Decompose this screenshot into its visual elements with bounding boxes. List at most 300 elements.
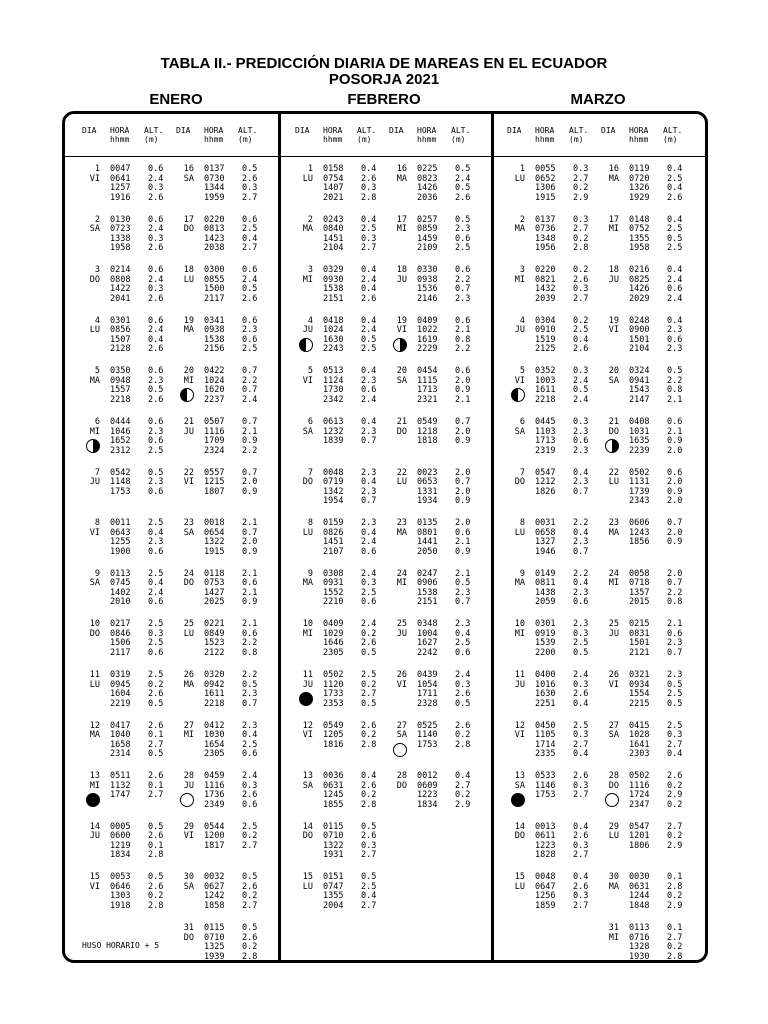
tide-height: 2.1 [242,587,258,598]
tide-time: 1255 [110,537,131,548]
tide-time: 0808 [110,274,131,285]
weekday: LU [302,173,313,184]
day-number: 23 [608,518,619,529]
tide-height: 2.4 [148,587,164,598]
tide-height: 0.6 [148,417,164,427]
weekday: VI [608,325,619,336]
tide-time: 1946 [535,546,556,557]
tide-height: 2.3 [242,689,258,699]
tide-height: 0.5 [455,578,471,589]
tide-height: 0.3 [148,284,164,295]
weekday: JU [89,831,100,842]
day-number: 5 [307,366,313,377]
tide-time: 0324 [629,366,650,377]
tide-height: 0.4 [573,527,589,538]
weekday: MA [89,375,100,386]
tide-time: 2349 [204,799,225,810]
tide-height: 0.6 [667,467,683,478]
tide-time: 0801 [417,527,438,538]
tide-height: 0.2 [242,942,258,952]
tide-height: 0.9 [455,436,471,446]
tide-time: 1257 [110,183,131,193]
tide-time: 0752 [629,224,650,235]
tide-time: 1709 [204,436,225,446]
tide-time: 0055 [535,164,556,174]
weekday: SA [183,173,194,184]
tide-time: 2219 [110,698,131,709]
weekday: JU [89,477,100,488]
tide-time: 1131 [629,477,650,488]
tide-height: 2.2 [455,344,471,355]
day-number: 2 [94,214,100,225]
tide-height: 0.4 [573,698,589,709]
header-alt: ALT. (m) [238,126,258,144]
tide-height: 0.7 [455,284,471,295]
tide-time: 1536 [417,284,438,295]
tide-height: 0.6 [242,578,258,589]
tide-height: 2.8 [361,739,377,750]
weekday: LU [89,325,100,336]
day-number: 4 [307,315,313,326]
tide-height: 0.2 [455,730,471,741]
tide-height: 2.5 [361,670,377,680]
weekday: SA [396,730,407,741]
tide-height: 2.0 [455,467,471,478]
tide-height: 0.4 [573,578,589,589]
weekday: MI [608,224,619,235]
tide-time: 1223 [417,790,438,801]
tide-time: 2147 [629,394,650,405]
tide-height: 0.4 [573,334,589,345]
tide-height: 0.6 [455,265,471,276]
tide-height: 0.3 [242,780,258,791]
day-number: 22 [396,467,407,478]
day-number: 14 [514,821,525,832]
tide-height: 0.7 [242,467,258,478]
weekday: MA [183,679,194,690]
tide-time: 1630 [535,689,556,699]
tide-height: 0.4 [573,749,589,760]
tide-height: 0.5 [455,698,471,709]
tide-time: 0257 [417,214,438,225]
weekday: SA [89,224,100,235]
tide-time: 1148 [110,477,131,488]
tide-height: 2.1 [455,394,471,405]
tide-time: 0415 [629,720,650,731]
tide-time: 0247 [417,568,438,579]
tide-height: 2.5 [148,518,164,529]
day-number: 6 [307,417,313,427]
tide-height: 0.1 [148,730,164,741]
tide-height: 0.5 [148,749,164,760]
tide-height: 0.7 [242,698,258,709]
tide-time: 2128 [110,344,131,355]
tide-time: 2117 [110,647,131,658]
tide-height: 2.0 [667,445,683,456]
tide-height: 0.4 [573,872,589,883]
header-dia: DIA [176,126,191,135]
tide-time: 0018 [204,518,225,529]
tide-height: 2.6 [148,344,164,355]
tide-time: 0300 [204,265,225,276]
day-number: 9 [94,568,100,579]
tide-time: 1219 [110,840,131,851]
tide-time: 0216 [629,265,650,276]
day-number: 6 [519,417,525,427]
tide-time: 0159 [323,518,344,529]
tide-height: 2.3 [148,537,164,548]
tide-time: 0217 [110,619,131,630]
weekday: DO [396,426,407,437]
tide-height: 0.5 [242,164,258,174]
tide-height: 2.3 [667,325,683,336]
tide-time: 1348 [535,233,556,244]
tide-height: 2.5 [455,638,471,649]
weekday: DO [183,932,194,943]
tide-height: 0.3 [361,840,377,851]
weekday: LU [183,274,194,285]
tide-time: 1115 [417,375,438,386]
tide-height: 0.6 [361,385,377,396]
weekday: MI [183,730,194,741]
tide-height: 2.6 [148,720,164,731]
tide-time: 2229 [417,344,438,355]
weekday: MA [396,173,407,184]
tide-height: 0.4 [667,183,683,193]
tide-height: 0.3 [573,284,589,295]
tide-height: 0.3 [573,214,589,225]
tide-time: 1939 [204,951,225,962]
tide-time: 2156 [204,344,225,355]
weekday: MA [514,224,525,235]
weekday: JU [514,325,525,336]
tide-height: 0.2 [667,942,683,952]
weekday: JU [396,628,407,639]
tide-height: 2.5 [148,445,164,456]
tide-height: 2.0 [242,477,258,488]
day-number: 22 [608,467,619,478]
tide-time: 0221 [204,619,225,630]
tide-time: 0753 [204,578,225,589]
tide-time: 1232 [323,426,344,437]
tide-height: 0.6 [148,647,164,658]
tide-height: 2.3 [361,375,377,386]
tide-height: 0.4 [361,315,377,326]
tide-time: 0444 [110,417,131,427]
tide-height: 2.6 [667,771,683,782]
tide-height: 2.8 [667,881,683,892]
tide-time: 0840 [323,224,344,235]
tide-time: 0115 [204,923,225,933]
tide-time: 0113 [629,923,650,933]
tide-time: 1931 [323,850,344,861]
tide-height: 2.3 [573,587,589,598]
tide-height: 2.7 [361,900,377,911]
tide-height: 0.9 [667,486,683,497]
tide-height: 2.4 [573,375,589,386]
tide-height: 2.5 [148,670,164,680]
tide-height: 0.5 [455,164,471,174]
tide-height: 0.2 [242,891,258,902]
tide-height: 0.5 [667,233,683,244]
tide-time: 0149 [535,568,556,579]
tide-time: 0547 [535,467,556,478]
tide-height: 0.2 [573,315,589,326]
tide-time: 1918 [110,900,131,911]
tide-time: 0627 [204,881,225,892]
day-number: 8 [307,518,313,529]
tide-height: 2.5 [242,224,258,235]
day-number: 10 [89,619,100,630]
tide-time: 0859 [417,224,438,235]
tide-height: 2.6 [242,293,258,304]
header-alt: ALT. (m) [144,126,164,144]
tide-height: 0.2 [148,891,164,902]
tide-height: 0.3 [148,183,164,193]
tide-time: 0941 [629,375,650,386]
tide-height: 0.2 [667,780,683,791]
tide-height: 0.4 [455,771,471,782]
day-number: 21 [608,417,619,427]
tide-time: 1355 [629,233,650,244]
tide-time: 2319 [535,445,556,456]
tide-height: 2.9 [455,799,471,810]
tide-height: 2.6 [667,192,683,203]
tide-time: 0330 [417,265,438,276]
tide-time: 2342 [323,394,344,405]
tide-height: 2.1 [667,426,683,437]
day-number: 16 [396,164,407,174]
weekday: SA [608,730,619,741]
tide-height: 0.3 [573,628,589,639]
weekday: LU [396,477,407,488]
moon-phase-icon [393,338,407,352]
tide-height: 0.1 [148,840,164,851]
weekday: MI [608,578,619,589]
tide-height: 0.6 [148,486,164,497]
tide-time: 1212 [535,477,556,488]
tide-height: 0.4 [361,164,377,174]
tide-time: 1507 [110,334,131,345]
tide-height: 0.9 [455,385,471,396]
day-number: 16 [183,164,194,174]
day-number: 3 [307,265,313,276]
tide-time: 0900 [629,325,650,336]
tide-time: 0931 [323,578,344,589]
tide-time: 1611 [204,689,225,699]
tide-time: 2303 [629,749,650,760]
tide-time: 1357 [629,587,650,598]
day-number: 26 [396,670,407,680]
tide-time: 1326 [629,183,650,193]
tide-time: 0647 [535,881,556,892]
tide-time: 0321 [629,670,650,680]
tide-time: 0533 [535,771,556,782]
day-number: 28 [183,771,194,782]
day-number: 20 [608,366,619,377]
tide-height: 2.6 [573,771,589,782]
tide-height: 2.1 [455,325,471,336]
tide-time: 0502 [323,670,344,680]
tide-height: 2.4 [667,293,683,304]
day-number: 9 [519,568,525,579]
tide-time: 1427 [204,587,225,598]
tide-height: 2.3 [242,325,258,336]
tide-time: 2200 [535,647,556,658]
tide-time: 1730 [323,385,344,396]
day-number: 6 [94,417,100,427]
tide-height: 0.5 [361,821,377,832]
tide-time: 2041 [110,293,131,304]
tide-height: 0.6 [242,799,258,810]
tide-time: 2038 [204,243,225,254]
weekday: MI [396,224,407,235]
weekday: MA [302,578,313,589]
tide-height: 2.2 [667,375,683,386]
tide-time: 1422 [110,284,131,295]
tide-height: 2.7 [667,932,683,943]
tide-height: 2.1 [667,394,683,405]
tide-time: 1856 [629,537,650,548]
weekday: MI [89,780,100,791]
tide-time: 0507 [204,417,225,427]
tide-height: 0.3 [148,233,164,244]
tide-time: 1322 [323,840,344,851]
tide-height: 0.2 [361,679,377,690]
tide-time: 1900 [110,546,131,557]
tide-time: 1834 [110,850,131,861]
tide-height: 2.3 [361,518,377,529]
tide-height: 2.7 [667,821,683,832]
tide-height: 0.7 [361,496,377,507]
tide-time: 1620 [204,385,225,396]
tide-time: 1342 [323,486,344,497]
tide-time: 1934 [417,496,438,507]
day-number: 24 [608,568,619,579]
tide-time: 2312 [110,445,131,456]
day-number: 15 [302,872,313,883]
tide-height: 2.3 [667,670,683,680]
tide-height: 0.8 [667,597,683,608]
tide-time: 2025 [204,597,225,608]
tide-time: 0646 [110,881,131,892]
tide-height: 0.6 [242,628,258,639]
tide-height: 0.6 [455,233,471,244]
tide-height: 2.5 [361,881,377,892]
tide-height: 0.9 [242,546,258,557]
tide-height: 2.4 [361,325,377,336]
weekday: VI [89,173,100,184]
tide-height: 2.4 [242,394,258,405]
tide-time: 1539 [535,638,556,649]
tide-time: 1858 [204,900,225,911]
tide-time: 2021 [323,192,344,203]
tide-time: 1432 [535,284,556,295]
tide-height: 2.9 [667,900,683,911]
tide-time: 2059 [535,597,556,608]
weekday: SA [89,578,100,589]
weekday: VI [183,477,194,488]
tide-height: 2.7 [242,900,258,911]
tide-time: 0654 [204,527,225,538]
tide-time: 0745 [110,578,131,589]
tide-height: 2.5 [573,325,589,336]
tide-height: 2.3 [455,293,471,304]
tide-height: 2.3 [361,486,377,497]
weekday: SA [608,375,619,386]
tide-height: 0.2 [361,790,377,801]
tide-time: 2218 [204,698,225,709]
tide-time: 1325 [204,942,225,952]
header-hora: HORA hhmm [204,126,224,144]
month-label-febrero: FEBRERO [347,91,421,108]
tide-height: 0.4 [148,527,164,538]
tide-time: 0417 [110,720,131,731]
tide-time: 1426 [417,183,438,193]
month-label-enero: ENERO [149,91,203,108]
day-number: 10 [302,619,313,630]
tide-height: 0.7 [242,366,258,377]
tide-height: 0.4 [242,233,258,244]
tide-time: 0658 [535,527,556,538]
tide-height: 0.7 [455,597,471,608]
tide-time: 1441 [417,537,438,548]
tide-time: 1711 [417,689,438,699]
tide-height: 2.6 [148,771,164,782]
tide-height: 0.3 [573,366,589,377]
weekday: MA [608,173,619,184]
tide-height: 2.1 [242,426,258,437]
tide-height: 2.4 [667,274,683,285]
tide-height: 0.3 [242,183,258,193]
tide-height: 2.3 [573,426,589,437]
tide-time: 1817 [204,840,225,851]
tide-time: 0220 [204,214,225,225]
tide-height: 2.7 [573,850,589,861]
weekday: JU [183,780,194,791]
tide-time: 0513 [323,366,344,377]
weekday: LU [89,679,100,690]
tide-time: 0454 [417,366,438,377]
tide-height: 2.0 [455,375,471,386]
header-dia: DIA [507,126,522,135]
tide-height: 2.5 [242,739,258,750]
tide-time: 0855 [204,274,225,285]
tide-time: 1714 [535,739,556,750]
tide-time: 1930 [629,951,650,962]
day-number: 14 [89,821,100,832]
weekday: LU [608,831,619,842]
tide-height: 0.6 [148,436,164,446]
tide-time: 1739 [629,486,650,497]
tide-height: 2.5 [667,243,683,254]
time-zone-note: HUSO HORARIO + 5 [82,941,160,950]
tide-time: 0409 [323,619,344,630]
tide-time: 1344 [204,183,225,193]
day-number: 20 [183,366,194,377]
tide-height: 0.5 [455,214,471,225]
tide-height: 2.3 [361,467,377,478]
tide-height: 2.0 [455,486,471,497]
tide-time: 0549 [323,720,344,731]
tide-time: 0113 [110,568,131,579]
tide-height: 0.4 [573,821,589,832]
tide-height: 0.2 [455,790,471,801]
tide-height: 2.6 [148,831,164,842]
tide-time: 0118 [204,568,225,579]
tide-time: 0631 [323,780,344,791]
tide-time: 1807 [204,486,225,497]
